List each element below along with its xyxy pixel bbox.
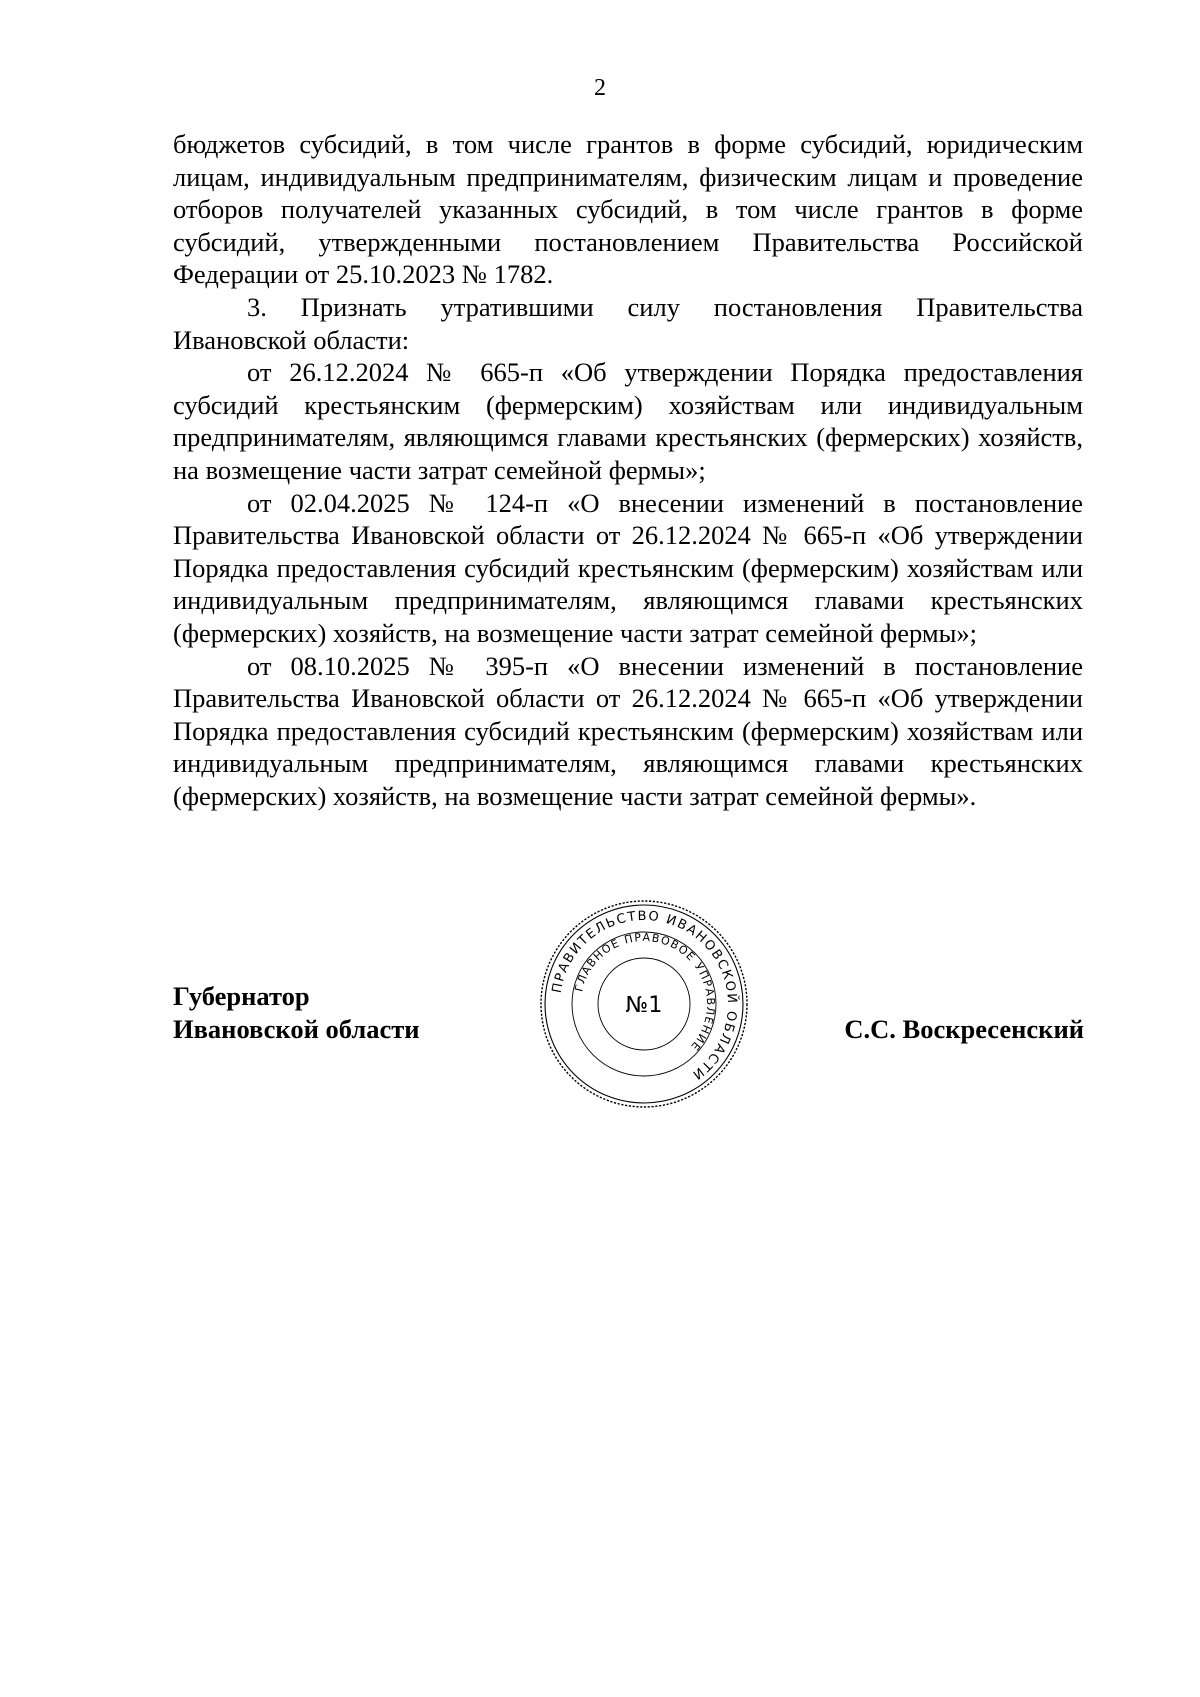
signatory-position [173,980,420,1046]
seal-inner-text: ГЛАВНОЕ ПРАВОВОЕ УПРАВЛЕНИЕ [572,930,718,1054]
signatory-position-line2: Ивановской области [173,1014,420,1044]
paragraph-item-3: 3. Признать утратившими силу постановления Правительства Ивановской области: [173,291,1083,355]
paragraph-continuation: бюджетов субсидий, в том числе грантов в форме субсидий, юридическим лицам, индивидуальным предпринимателям, физическим лицам и проведение отборов получателей указанных субсидий, в том числе грантов в форме субсидий, утвержденными постановлением Правительства Российской Федерации от 25.10.2023 № 1782. [173,129,1083,290]
official-seal [538,898,750,1110]
page-number: 2 [594,75,606,101]
paragraph-repealed-act-2: от 02.04.2025 № 124-п «О внесении изменений в постановление Правительства Ивановской области от 26.12.2024 № 665-п «Об утверждении Порядка предоставления субсидий крестьянским (фермерским) хозяйствам или индивидуальным предпринимателям, являющимся главами крестьянских (фермерских) хозяйств, на возмещение части затрат семейной фермы»; [173,487,1083,648]
paragraph-repealed-act-1: от 26.12.2024 № 665-п «Об утверждении Порядка предоставления субсидий крестьянским (фермерским) хозяйствам или индивидуальным предпринимателям, являющимся главами крестьянских (фермерских) хозяйств, на возмещение части затрат семейной фермы»; [173,357,1083,485]
signatory-position-line1: Губернатор [173,981,310,1011]
seal-number: №1 [625,993,663,1018]
paragraph-repealed-act-3: от 08.10.2025 № 395-п «О внесении изменений в постановление Правительства Ивановской области от 26.12.2024 № 665-п «Об утверждении Порядка предоставления субсидий крестьянским (фермерским) хозяйствам или индивидуальным предпринимателям, являющимся главами крестьянских (фермерских) хозяйств, на возмещение части затрат семейной фермы». [173,650,1083,811]
signatory-name: С.С. Воскресенский [844,1014,1084,1044]
document-body [173,128,1083,812]
seal-outer-text: ПРАВИТЕЛЬСТВО ИВАНОВСКОЙ ОБЛАСТИ [549,908,740,1083]
